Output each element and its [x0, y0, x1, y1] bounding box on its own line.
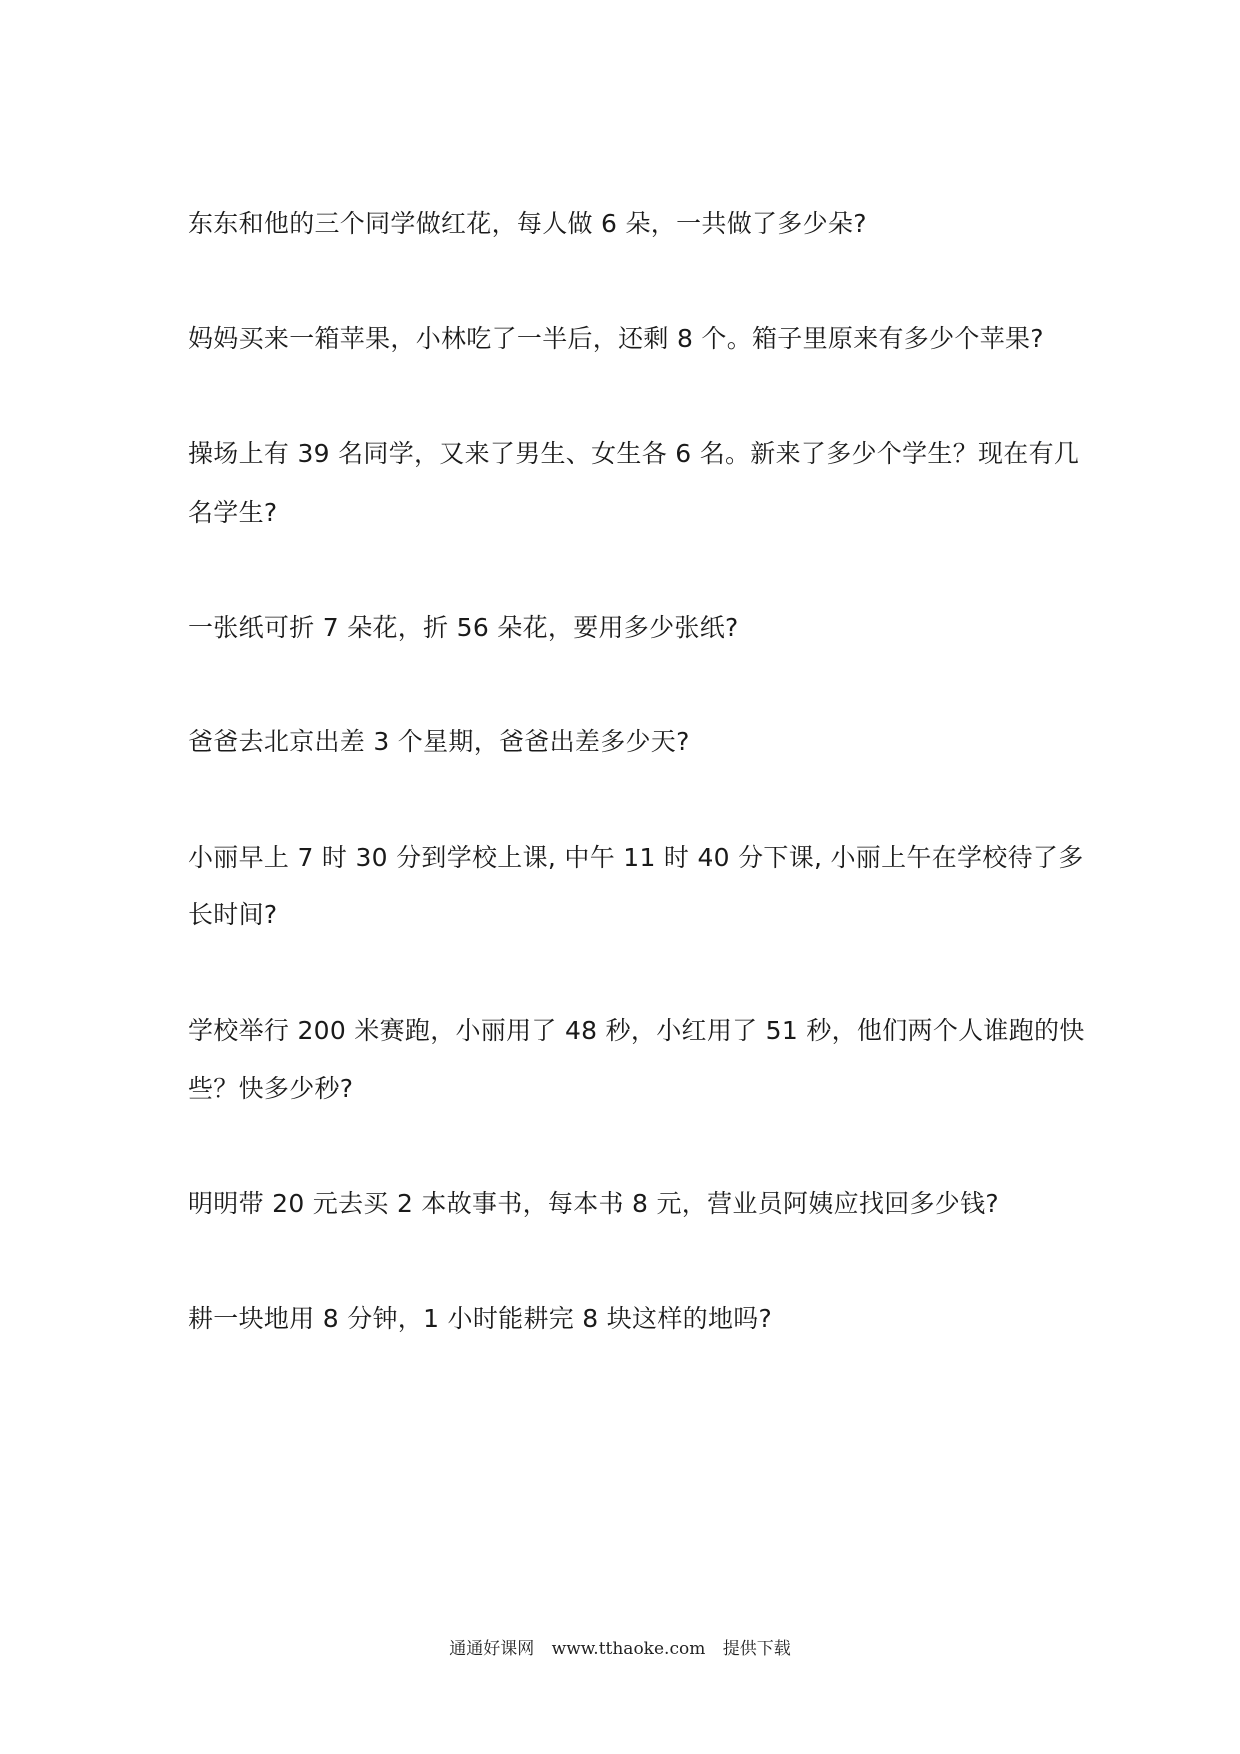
question-3-line-1: 操场上有 39 名同学，又来了男生、女生各 6 名。新来了多少个学生？现在有几 [188, 439, 1080, 468]
question-2-line-1: 妈妈买来一箱苹果，小林吃了一半后，还剩 8 个。箱子里原来有多少个苹果? [188, 324, 1044, 353]
footer-url: www.tthaoke.com [551, 1639, 706, 1659]
question-7-line-1: 学校举行 200 米赛跑，小丽用了 48 秒，小红用了 51 秒，他们两个人谁跑的快 [188, 1016, 1085, 1045]
question-5-line-1: 爸爸去北京出差 3 个星期，爸爸出差多少天? [188, 727, 690, 756]
question-1-line-1: 东东和他的三个同学做红花，每人做 6 朵，一共做了多少朵? [188, 209, 867, 238]
page-footer [0, 1637, 1240, 1661]
question-6-line-2: 长时间? [188, 900, 278, 929]
question-7-line-2: 些？快多少秒? [188, 1074, 354, 1103]
question-3-line-2: 名学生? [188, 498, 278, 527]
question-4-line-1: 一张纸可折 7 朵花，折 56 朵花，要用多少张纸? [188, 613, 739, 642]
footer-note: 提供下载 [722, 1639, 791, 1659]
question-6-line-1: 小丽早上 7 时 30 分到学校上课, 中午 11 时 40 分下课, 小丽上午在学校待了多 [188, 843, 1084, 872]
question-8-line-1: 明明带 20 元去买 2 本故事书，每本书 8 元，营业员阿姨应找回多少钱? [188, 1189, 999, 1218]
question-9-line-1: 耕一块地用 8 分钟，1 小时能耕完 8 块这样的地吗? [188, 1304, 773, 1333]
footer-site-name: 通通好课网 [449, 1639, 535, 1659]
